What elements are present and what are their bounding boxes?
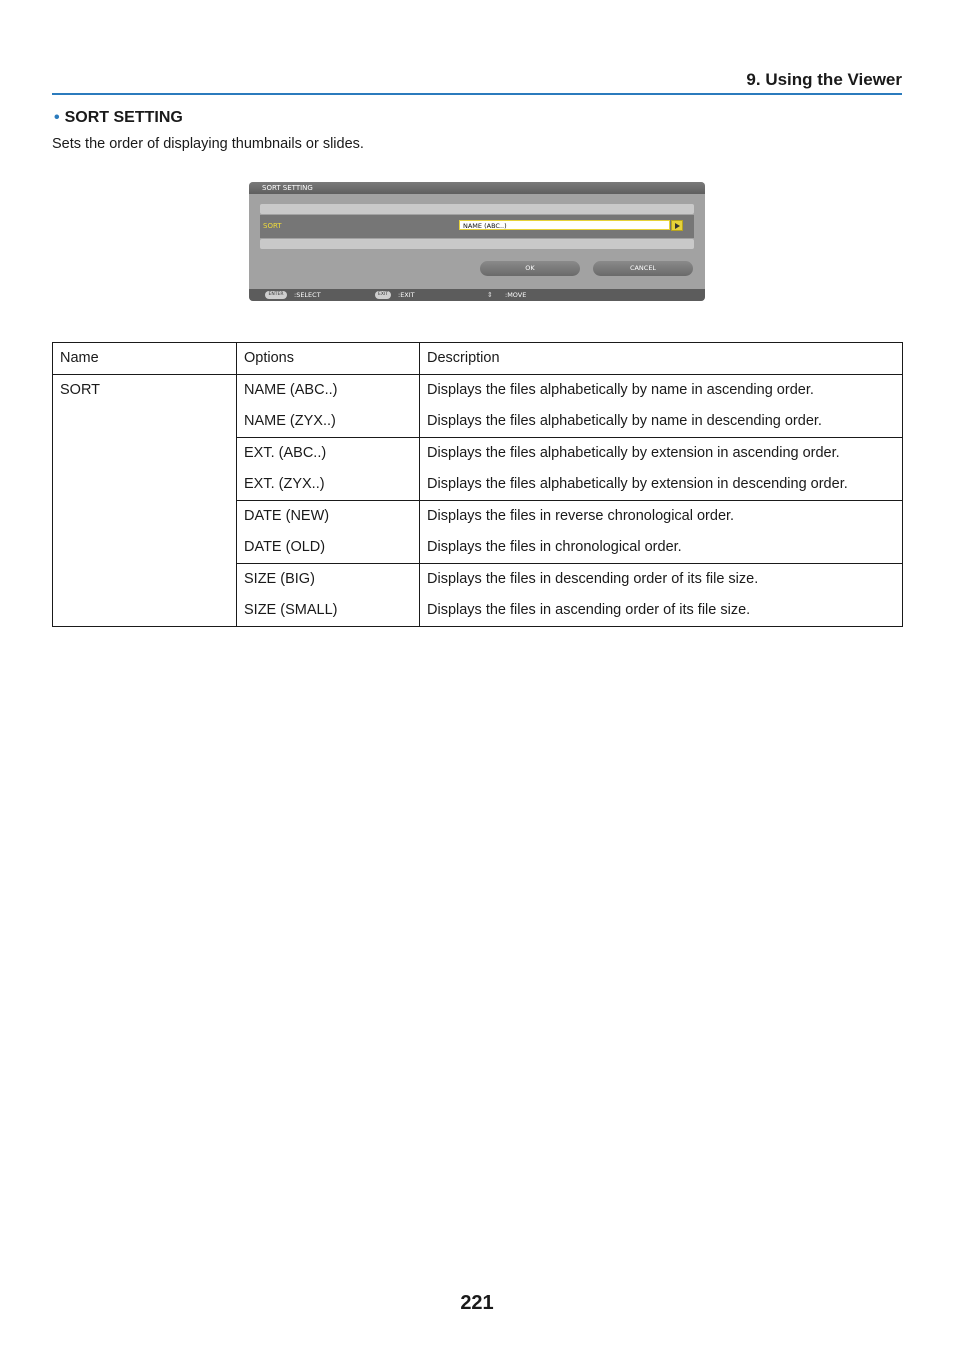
osd-sort-select[interactable]: NAME (ABC..): [459, 220, 670, 230]
sort-name-cell: SORT: [53, 375, 237, 627]
move-hint: :MOVE: [505, 291, 527, 299]
option-item: SIZE (BIG): [244, 571, 315, 587]
osd-title: SORT SETTING: [262, 184, 313, 192]
osd-panel-top: [260, 204, 694, 214]
option-item: NAME (ZYX..): [244, 413, 336, 429]
sort-setting-screenshot: [249, 182, 705, 301]
enter-key-icon: ENTER: [265, 291, 287, 299]
description-cell: [420, 375, 903, 438]
chapter-title: 9. Using the Viewer: [746, 70, 902, 89]
description-item: Displays the files in reverse chronological order.: [427, 508, 735, 524]
description-item: Displays the files alphabetically by name in ascending order.: [427, 382, 814, 398]
option-item: EXT. (ABC..): [244, 445, 327, 461]
osd-panel-bottom: [260, 239, 694, 249]
cancel-button[interactable]: CANCEL: [593, 261, 693, 276]
option-item: DATE (NEW): [244, 508, 330, 524]
sort-options-table: [52, 342, 903, 627]
bullet-icon: •: [54, 109, 60, 126]
chapter-header: [52, 68, 902, 95]
option-item: SIZE (SMALL): [244, 602, 338, 618]
description-item: Displays the files alphabetically by extension in descending order.: [427, 476, 848, 492]
description-cell: [420, 438, 903, 501]
description-item: Displays the files in descending order of its file size.: [427, 571, 759, 587]
options-cell: [237, 438, 420, 501]
table-header-row: [53, 343, 903, 375]
options-cell: [237, 501, 420, 564]
description-item: Displays the files in chronological order.: [427, 539, 682, 555]
options-cell: [237, 375, 420, 438]
move-arrows-icon: ⇕: [487, 291, 493, 299]
exit-key-icon: EXIT: [375, 291, 391, 299]
ok-button[interactable]: OK: [480, 261, 580, 276]
section-title-text: SORT SETTING: [64, 109, 183, 126]
table-row: [53, 375, 903, 438]
option-item: EXT. (ZYX..): [244, 476, 325, 492]
header-name: Name: [53, 343, 237, 375]
osd-sort-row[interactable]: [260, 215, 694, 238]
option-item: NAME (ABC..): [244, 382, 338, 398]
select-hint: :SELECT: [294, 291, 321, 299]
description-item: Displays the files alphabetically by name in descending order.: [427, 413, 822, 429]
page-number: 221: [460, 1292, 494, 1314]
description-cell: [420, 564, 903, 627]
options-cell: [237, 564, 420, 627]
header-options: Options: [237, 343, 420, 375]
exit-hint: :EXIT: [398, 291, 415, 299]
section-description: Sets the order of displaying thumbnails or slides.: [52, 136, 364, 152]
option-item: DATE (OLD): [244, 539, 326, 555]
description-cell: [420, 501, 903, 564]
chevron-right-icon[interactable]: [671, 220, 683, 231]
description-item: Displays the files alphabetically by extension in ascending order.: [427, 445, 840, 461]
osd-titlebar: [249, 182, 705, 194]
header-description: Description: [420, 343, 903, 375]
section-title: [54, 108, 183, 128]
description-item: Displays the files in ascending order of its file size.: [427, 602, 751, 618]
osd-sort-label: SORT: [263, 222, 282, 230]
osd-footer: [249, 289, 705, 301]
